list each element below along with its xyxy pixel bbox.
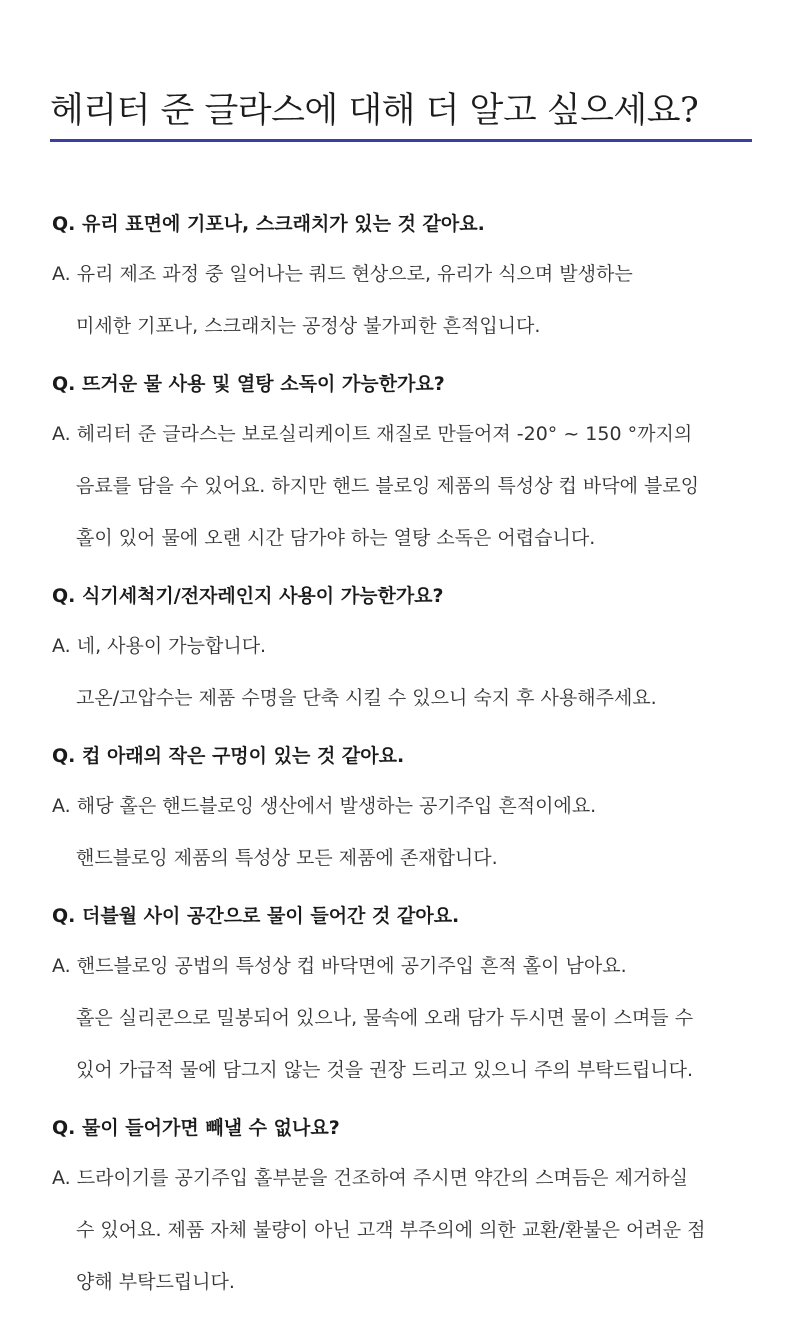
faq-item [52,892,772,1104]
faq-item [52,200,772,360]
faq-item [52,360,772,572]
faq-item [52,572,772,732]
faq-item [52,732,772,892]
faq-answer-line: A. 헤리터 준 글라스는 보로실리케이트 재질로 만들어져 -20° ~ 150 °까지의 [52,423,693,445]
faq-answer [52,408,772,564]
faq-spacer [52,564,772,572]
faq-answer-line: 양해 부탁드립니다. [76,1271,235,1293]
faq-spacer [52,724,772,732]
faq-answer-line: A. 유리 제조 과정 중 일어나는 쿼드 현상으로, 유리가 식으며 발생하는 [52,263,633,285]
faq-answer-line: 미세한 기포나, 스크래치는 공정상 불가피한 흔적입니다. [76,315,541,337]
faq-answer-line: A. 핸드블로잉 공법의 특성상 컵 바닥면에 공기주입 흔적 홀이 남아요. [52,955,627,977]
faq-answer [52,620,772,724]
faq-spacer [52,884,772,892]
faq-answer-line: A. 드라이기를 공기주입 홀부분을 건조하여 주시면 약간의 스며듬은 제거하실 [52,1167,688,1189]
faq-question: Q. 물이 들어가면 빼낼 수 없나요? [52,1117,340,1139]
faq-answer-line: 홀이 있어 물에 오랜 시간 담가야 하는 열탕 소독은 어렵습니다. [76,527,596,549]
title-underline [50,139,752,142]
faq-answer-line: 있어 가급적 물에 담그지 않는 것을 권장 드리고 있으니 주의 부탁드립니다. [76,1059,694,1081]
faq-spacer [52,1096,772,1104]
faq-answer-line: 핸드블로잉 제품의 특성상 모든 제품에 존재합니다. [76,847,498,869]
faq-answer [52,780,772,884]
page-title: 헤리터 준 글라스에 대해 더 알고 싶으세요? [50,91,699,131]
faq-question: Q. 더블월 사이 공간으로 물이 들어간 것 같아요. [52,905,460,927]
faq-question: Q. 컵 아래의 작은 구멍이 있는 것 같아요. [52,745,405,767]
faq-question: Q. 유리 표면에 기포나, 스크래치가 있는 것 같아요. [52,213,485,235]
faq-spacer [52,352,772,360]
faq-answer [52,1152,772,1308]
faq-list [52,200,772,1308]
faq-answer [52,940,772,1096]
faq-question: Q. 식기세척기/전자레인지 사용이 가능한가요? [52,585,444,607]
faq-answer-line: 고온/고압수는 제품 수명을 단축 시킬 수 있으니 숙지 후 사용해주세요. [76,687,657,709]
faq-answer-line: A. 네, 사용이 가능합니다. [52,635,267,657]
faq-question: Q. 뜨거운 물 사용 및 열탕 소독이 가능한가요? [52,373,445,395]
faq-item [52,1104,772,1308]
faq-answer-line: A. 해당 홀은 핸드블로잉 생산에서 발생하는 공기주입 흔적이에요. [52,795,597,817]
faq-answer-line: 음료를 담을 수 있어요. 하지만 핸드 블로잉 제품의 특성상 컵 바닥에 블로잉 [76,475,700,497]
faq-answer [52,248,772,352]
faq-answer-line: 홀은 실리콘으로 밀봉되어 있으나, 물속에 오래 담가 두시면 물이 스며들 수 [76,1007,694,1029]
faq-answer-line: 수 있어요. 제품 자체 불량이 아닌 고객 부주의에 의한 교환/환불은 어려운 점 [76,1219,706,1241]
